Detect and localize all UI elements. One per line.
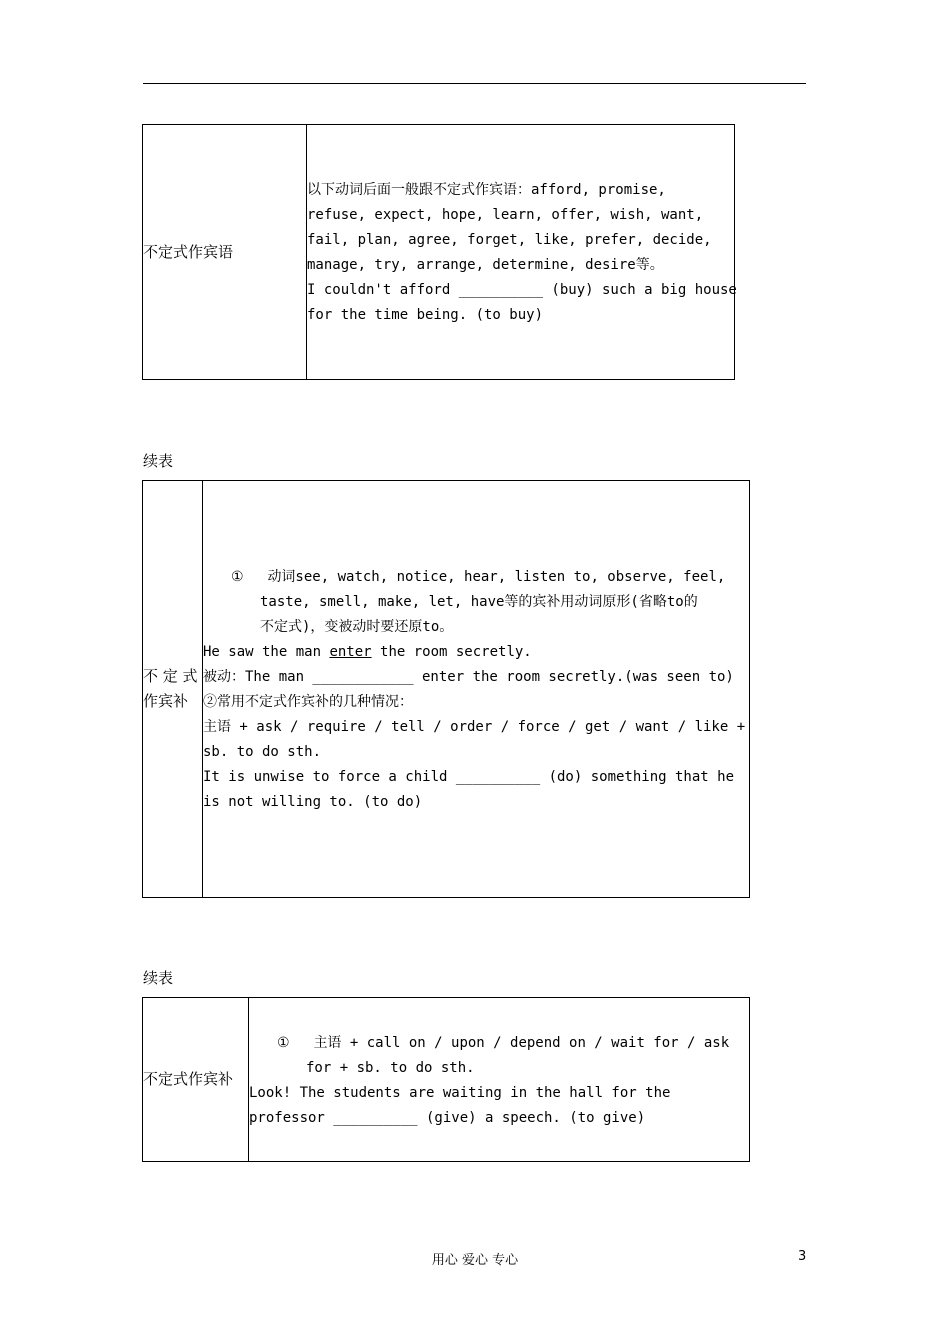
bullet-number: ① bbox=[277, 1035, 290, 1051]
text-line: for + sb. to do sth. bbox=[306, 1060, 475, 1076]
table-label-cell bbox=[143, 125, 307, 379]
text-line: Look! The students are waiting in the hall for the bbox=[249, 1085, 671, 1101]
continued-label: 续表 bbox=[143, 969, 174, 987]
text-line: 动词see, watch, notice, hear, listen to, observe, feel, bbox=[267, 569, 726, 585]
text-line: ②常用不定式作宾补的几种情况： bbox=[203, 694, 413, 710]
text-line: It is unwise to force a child __________ (do) something that he bbox=[203, 769, 735, 785]
text-line: sb. to do sth. bbox=[203, 744, 322, 760]
table-label-cell bbox=[143, 481, 203, 897]
table-content-cell bbox=[307, 125, 737, 379]
table-content-cell bbox=[203, 481, 749, 897]
text-line: 被动：The man ____________ enter the room secretly.(was seen to) bbox=[203, 669, 734, 685]
table-infinitive-complement-continued bbox=[142, 997, 750, 1162]
header-rule bbox=[143, 83, 806, 84]
table-label-cell bbox=[143, 998, 249, 1161]
text-segment: the room secretly. bbox=[371, 644, 532, 660]
text-line: 主语 + call on / upon / depend on / wait for / ask bbox=[313, 1035, 730, 1051]
page-number: 3 bbox=[798, 1249, 807, 1264]
text-line: 以下动词后面一般跟不定式作宾语：afford, promise, bbox=[307, 182, 666, 198]
text-line: 主语 + ask / require / tell / order / force / get / want / like + bbox=[203, 719, 746, 735]
text-line: professor __________ (give) a speech. (to give) bbox=[249, 1110, 646, 1126]
table-infinitive-complement bbox=[142, 480, 750, 898]
text-line: taste, smell, make, let, have等的宾补用动词原形(省略to的 bbox=[260, 594, 698, 610]
text-line: fail, plan, agree, forget, like, prefer, decide, bbox=[307, 232, 712, 248]
text-line: is not willing to. (to do) bbox=[203, 794, 423, 810]
text-line: refuse, expect, hope, learn, offer, wish, want, bbox=[307, 207, 704, 223]
page-footer: 用心 爱心 专心 bbox=[431, 1253, 519, 1268]
row-label: 不定式作宾补 bbox=[143, 1070, 234, 1088]
table-content-cell bbox=[249, 998, 749, 1161]
table-infinitive-object bbox=[142, 124, 735, 380]
row-label-line: 作宾补 bbox=[143, 692, 189, 710]
row-label-line: 不 定 式 bbox=[143, 667, 198, 685]
continued-label: 续表 bbox=[143, 452, 174, 470]
example-sentence bbox=[203, 640, 749, 665]
text-line: 不定式)，变被动时要还原to。 bbox=[260, 619, 454, 635]
row-label bbox=[143, 664, 198, 714]
text-line: for the time being. (to buy) bbox=[307, 307, 544, 323]
row-label: 不定式作宾语 bbox=[143, 242, 234, 261]
text-line: manage, try, arrange, determine, desire等。 bbox=[307, 257, 664, 273]
list-item bbox=[277, 1031, 749, 1056]
bullet-number: ① bbox=[231, 569, 244, 585]
text-line: I couldn't afford __________ (buy) such a big house bbox=[307, 282, 737, 298]
text-segment: He saw the man bbox=[203, 644, 330, 660]
list-item bbox=[231, 565, 749, 590]
underlined-word: enter bbox=[329, 644, 372, 660]
